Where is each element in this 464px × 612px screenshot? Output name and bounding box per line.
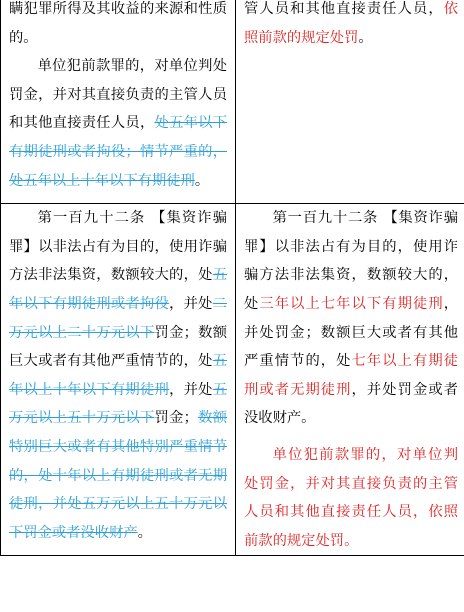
deleted-text: 数额特别巨大或者有其他特别严重情节的，处十年以上有期徒刑或者无期徒刑，并处五万元以上五十万元以下罚金或者没收财产 xyxy=(9,410,228,541)
plain-text: 。 xyxy=(358,29,373,46)
plain-text: 罚金；数额巨大或者有其他严重情节的，处 xyxy=(9,324,228,370)
plain-text: ，并处罚金或者没收财产。 xyxy=(244,381,459,427)
deleted-text: 五万元以上五十万元以下 xyxy=(9,381,228,427)
added-text: 三年以上七年以下有期徒刑 xyxy=(259,295,444,312)
paragraph xyxy=(9,204,227,547)
paragraph xyxy=(244,0,458,52)
plain-text: 。 xyxy=(137,524,152,541)
added-text: 依照前款的规定处罚 xyxy=(244,1,458,46)
deleted-text: 二万元以上二十万元以下 xyxy=(9,295,228,341)
plain-text: 。 xyxy=(194,172,210,189)
plain-text: 管人员和其他直接责任人员， xyxy=(244,1,444,17)
paragraph: 瞒犯罪所得及其收益的来源和性质的。 xyxy=(9,1,227,46)
plain-text: 第一百九十二条 【集资诈骗罪】以非法占有为目的，使用诈骗方法非法集资，数额较大的，处 xyxy=(9,210,227,284)
deleted-text: 五年以上十年以下有期徒刑 xyxy=(9,353,227,398)
new-text-cell xyxy=(236,0,464,204)
new-text-cell xyxy=(236,204,464,556)
paragraph xyxy=(9,52,227,195)
old-text-cell xyxy=(1,204,236,556)
plain-text: 第一百九十二条 【集资诈骗罪】以非法占有为目的，使用诈骗方法非法集资，数额较大的，处 xyxy=(244,210,458,312)
added-paragraph: 单位犯前款罪的，对单位判处罚金，并对其直接负责的主管人员和其他直接责任人员，依照前款的规定处罚。 xyxy=(244,446,458,549)
plain-text: 单位犯前款罪的，对单位判处罚金，并对其直接负责的主管人员和其他直接责任人员， xyxy=(9,58,227,132)
plain-text: ，并处 xyxy=(169,381,213,398)
added-text: 七年以上有期徒刑或者无期徒刑 xyxy=(244,353,459,398)
old-text-cell xyxy=(1,0,236,204)
plain-text: ，并处 xyxy=(169,295,213,312)
table-row xyxy=(1,0,464,204)
plain-text: 罚金； xyxy=(154,410,198,427)
deleted-text: 五年以下有期徒刑或者拘役 xyxy=(9,267,227,312)
paragraph xyxy=(244,204,458,433)
table-row xyxy=(1,204,464,556)
plain-text: ，并处罚金；数额巨大或者有其他严重情节的，处 xyxy=(244,295,459,370)
deleted-text: 处五年以下有期徒刑或者拘役；情节严重的，处五年以上十年以下有期徒刑 xyxy=(9,115,228,189)
